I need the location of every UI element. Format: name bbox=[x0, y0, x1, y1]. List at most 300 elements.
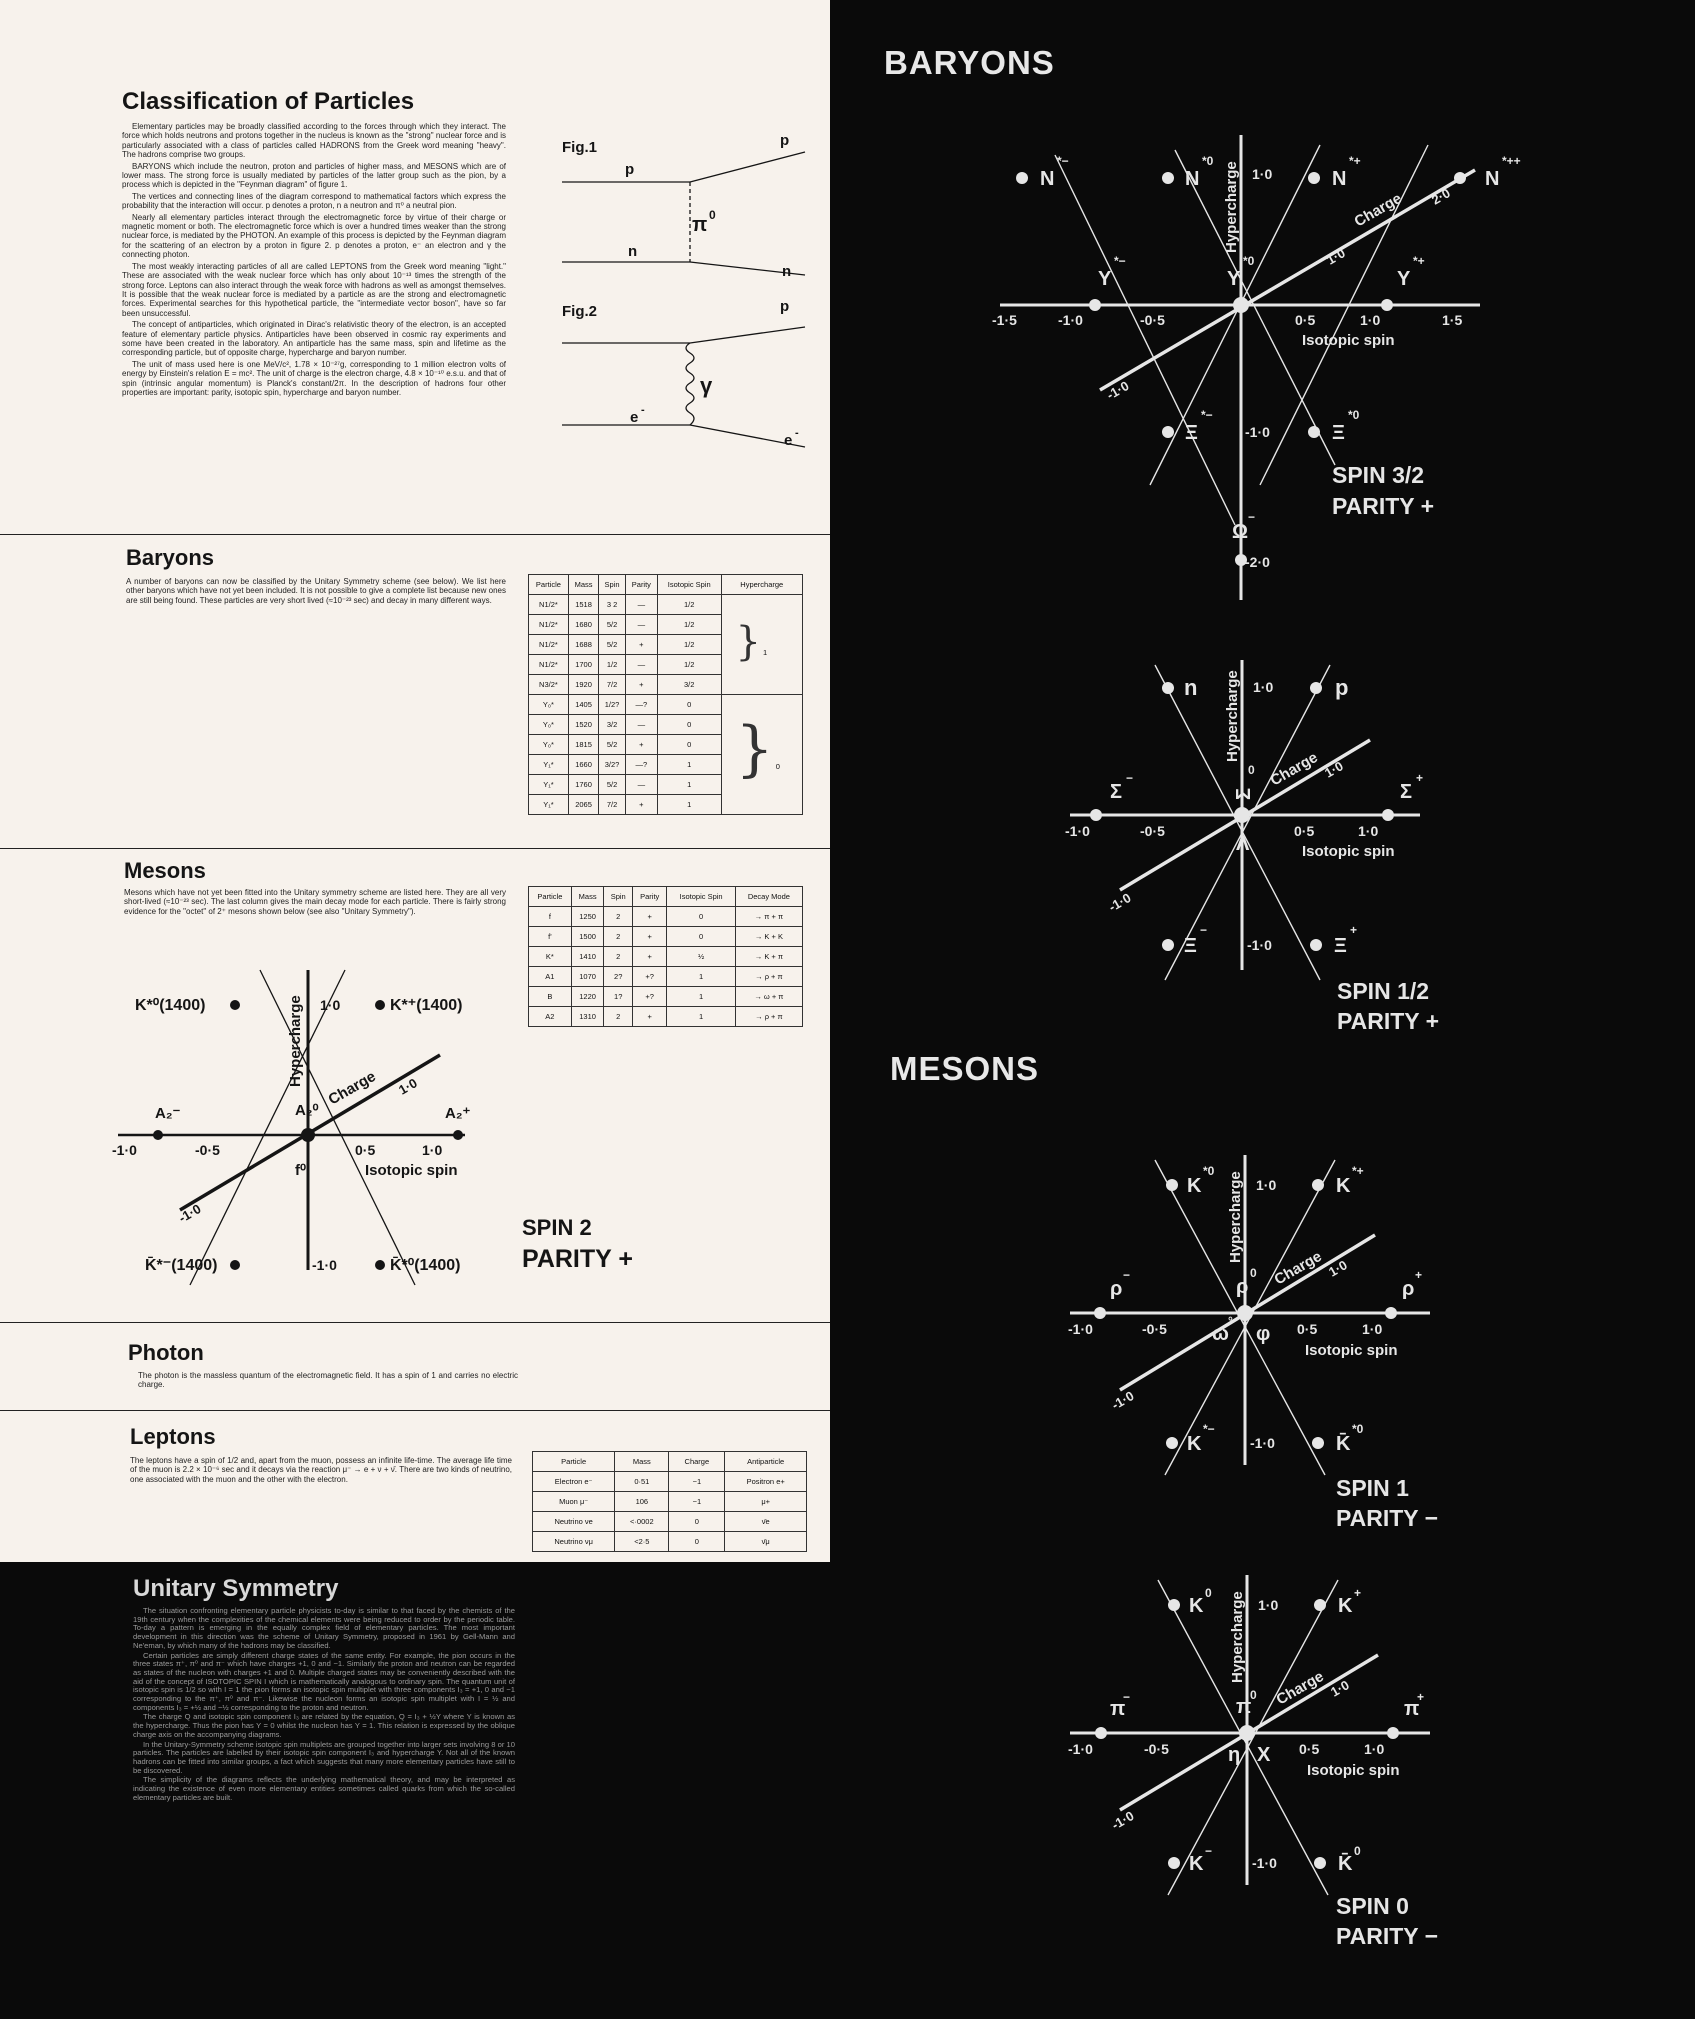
table-cell: N1/2* bbox=[529, 595, 569, 615]
table-cell: 5/2 bbox=[599, 635, 626, 655]
table-cell: — bbox=[625, 655, 657, 675]
omega-meson: ω bbox=[1212, 1323, 1229, 1345]
table-cell: + bbox=[625, 675, 657, 695]
table-cell: N1/2* bbox=[529, 655, 569, 675]
table-cell: + bbox=[625, 635, 657, 655]
table-cell: 1 bbox=[657, 775, 721, 795]
fig2-e-in-sup: - bbox=[641, 404, 645, 416]
lambda-label: Λ bbox=[1236, 833, 1250, 855]
table-cell: 2 bbox=[604, 927, 633, 947]
tick-label: 1·0 bbox=[1322, 758, 1346, 781]
tick-label: -1·0 bbox=[1065, 823, 1090, 839]
hypercharge-brace: } bbox=[735, 619, 761, 665]
neutron-label: n bbox=[1184, 675, 1198, 700]
table-cell: ν̄μ bbox=[725, 1532, 807, 1552]
table-cell: Y₀* bbox=[529, 715, 569, 735]
classification-text bbox=[122, 122, 506, 399]
table-cell: + bbox=[632, 947, 666, 967]
particle-dot bbox=[1162, 426, 1174, 438]
tick-label: 1·0 bbox=[1364, 1741, 1385, 1757]
table-header: Spin bbox=[604, 887, 633, 907]
k-star-plus: K bbox=[1336, 1175, 1351, 1197]
table-cell: Electron e⁻ bbox=[533, 1472, 615, 1492]
particle-dot bbox=[153, 1130, 163, 1140]
table-cell: B bbox=[529, 987, 572, 1007]
table-header: Charge bbox=[669, 1452, 725, 1472]
n-star-plus: N bbox=[1332, 168, 1347, 190]
table-cell: → K + π bbox=[735, 947, 802, 967]
table-cell: 2? bbox=[604, 967, 633, 987]
tick-label: -1·0 bbox=[312, 1257, 337, 1273]
particle-dot bbox=[1454, 172, 1466, 184]
pi-zero-sup: 0 bbox=[1250, 1688, 1257, 1702]
particle-dot bbox=[301, 1128, 315, 1142]
table-cell: 3/2 bbox=[657, 675, 721, 695]
table-header: Spin bbox=[599, 575, 626, 595]
particle-dot bbox=[1385, 1307, 1397, 1319]
table-cell: 2 bbox=[604, 907, 633, 927]
particle-dot bbox=[1166, 1437, 1178, 1449]
table-cell: 0 bbox=[669, 1532, 725, 1552]
table-cell: 1520 bbox=[568, 715, 598, 735]
classification-paragraph: The unit of mass used here is one MeV/c², 1.78 × 10⁻²⁷g, corresponding to 1 million electron volts of energy by Einstein's relation E = mc². The unit of charge is the electron charge, 4.8 × 10⁻¹⁰ e.s.u. and that of spin (intrinsic angular momentum) is Planck's constant/2π. In the description of hadrons four other properties are important: parity, isotopic spin, hypercharge and baryon number. bbox=[122, 359, 506, 397]
tick-label: 0·5 bbox=[1297, 1321, 1318, 1337]
fig1-n-in: n bbox=[628, 243, 638, 260]
octet-half-parity-label: PARITY + bbox=[1337, 1008, 1440, 1034]
table-cell: 1/2 bbox=[599, 655, 626, 675]
table-cell: 1/2 bbox=[657, 655, 721, 675]
tick-label: 1·5 bbox=[1442, 312, 1463, 328]
table-cell: Neutrino νe bbox=[533, 1512, 615, 1532]
charge-axis-label: Charge bbox=[325, 1067, 379, 1109]
particle-dot bbox=[1237, 1305, 1253, 1321]
table-cell: 0 bbox=[657, 715, 721, 735]
hypercharge-group-value: 1 bbox=[762, 648, 768, 657]
table-cell: 1? bbox=[604, 987, 633, 1007]
baryons-title: Baryons bbox=[126, 545, 215, 570]
k-zero: K bbox=[1189, 1595, 1204, 1617]
table-cell: Y₀* bbox=[529, 735, 569, 755]
mesons-heading: MESONS bbox=[890, 1050, 1040, 1087]
k-star-zero: K bbox=[1187, 1175, 1202, 1197]
divider bbox=[0, 534, 830, 535]
table-cell: 1/2 bbox=[657, 635, 721, 655]
table-cell: 1518 bbox=[568, 595, 598, 615]
table-cell: — bbox=[625, 715, 657, 735]
table-header: Mass bbox=[571, 887, 604, 907]
baryons-heading: BARYONS bbox=[884, 44, 1055, 81]
table-cell: 1250 bbox=[571, 907, 604, 927]
isotopic-spin-axis-label: Isotopic spin bbox=[1305, 1342, 1398, 1359]
decuplet-spin-label: SPIN 3/2 bbox=[1332, 462, 1425, 488]
table-row bbox=[529, 695, 803, 715]
tick-label: 1·0 bbox=[422, 1142, 443, 1158]
n-star-plus-sup: *+ bbox=[1349, 154, 1361, 168]
kbar-star-zero: K̄ bbox=[1336, 1433, 1351, 1455]
leptons-title: Leptons bbox=[130, 1424, 216, 1449]
tick-label: -1·5 bbox=[992, 312, 1017, 328]
table-row bbox=[529, 907, 803, 927]
tick-label: -1·0 bbox=[1109, 1388, 1137, 1413]
table-cell: 1310 bbox=[571, 1007, 604, 1027]
tick-label: -1·0 bbox=[1104, 378, 1132, 403]
particle-dot bbox=[1162, 682, 1174, 694]
tick-label: -1·0 bbox=[1109, 1808, 1137, 1833]
tick-label: 1·0 bbox=[1362, 1321, 1383, 1337]
charge-axis-label: Charge bbox=[1273, 1667, 1327, 1709]
tick-label: -1·0 bbox=[1106, 890, 1134, 915]
rho-zero-sup: 0 bbox=[1250, 1266, 1257, 1280]
meson-f-zero: f⁰ bbox=[295, 1162, 307, 1179]
particle-dot bbox=[230, 1260, 240, 1270]
xi-star-zero: Ξ bbox=[1332, 422, 1345, 444]
tick-label: 1·0 bbox=[1328, 1677, 1352, 1700]
tick-label: -1·0 bbox=[1058, 312, 1083, 328]
baryon-decuplet-diagram bbox=[980, 125, 1550, 615]
table-cell: — bbox=[625, 775, 657, 795]
y-star-plus-sup: *+ bbox=[1413, 254, 1425, 268]
fig1-pion-sup: 0 bbox=[709, 208, 716, 222]
particle-dot bbox=[1016, 172, 1028, 184]
table-cell: + bbox=[632, 907, 666, 927]
table-cell: —? bbox=[625, 695, 657, 715]
table-header: Hypercharge bbox=[721, 575, 802, 595]
table-header: Isotopic Spin bbox=[667, 887, 735, 907]
particle-dot bbox=[1308, 172, 1320, 184]
table-cell: 5/2 bbox=[599, 775, 626, 795]
sigma-plus: Σ bbox=[1400, 781, 1413, 803]
table-cell: 0 bbox=[667, 907, 735, 927]
table-cell: <·0002 bbox=[615, 1512, 669, 1532]
table-cell: K* bbox=[529, 947, 572, 967]
sigma-minus: Σ bbox=[1110, 781, 1123, 803]
mesons-title: Mesons bbox=[124, 858, 206, 883]
xi-star-minus: Ξ bbox=[1185, 422, 1198, 444]
y-star-zero-sup: *0 bbox=[1243, 254, 1255, 268]
table-cell: Y₀* bbox=[529, 695, 569, 715]
table-row bbox=[529, 927, 803, 947]
tick-label: 1·0 bbox=[1258, 1597, 1279, 1613]
tick-label: -1·0 bbox=[1252, 1855, 1277, 1871]
table-header: Particle bbox=[529, 575, 569, 595]
table-cell: 2065 bbox=[568, 795, 598, 815]
tick-label: -1·0 bbox=[1250, 1435, 1275, 1451]
n-star-plusplus: N bbox=[1485, 168, 1500, 190]
particle-dot bbox=[1387, 1727, 1399, 1739]
rho-minus-sup: − bbox=[1123, 1268, 1131, 1282]
vector-meson-octet-diagram bbox=[1060, 1145, 1490, 1485]
table-cell: 1410 bbox=[571, 947, 604, 967]
table-header-row bbox=[529, 887, 803, 907]
table-header: Parity bbox=[625, 575, 657, 595]
table-cell: Y₁* bbox=[529, 795, 569, 815]
unitary-symmetry-text bbox=[133, 1607, 515, 1803]
table-cell: f' bbox=[529, 927, 572, 947]
kbar-zero-sup: 0 bbox=[1354, 1844, 1361, 1858]
table-cell: ν̄e bbox=[725, 1512, 807, 1532]
k-plus-sup: + bbox=[1354, 1586, 1362, 1600]
y-star-plus: Y bbox=[1397, 268, 1411, 290]
n-star-minus-sup: *− bbox=[1057, 154, 1069, 168]
charge-axis-label: Charge bbox=[1271, 1247, 1325, 1289]
unitary-paragraph: The situation confronting elementary particle physicists to-day is similar to that faced by the chemists of the 19th century when the complexities of the chemical elements were being reduced to order by the periodic table. To-day a pattern is emerging in the equally complex field of elementary particles. The most important development in this direction was the scheme of Unitary Symmetry, proposed in 1961 by Gell-Mann and Ne'eman, by which many of the hadrons may be classified. bbox=[133, 1606, 515, 1650]
fig2-e-in: e bbox=[630, 409, 639, 426]
table-cell: 1760 bbox=[568, 775, 598, 795]
table-cell: 1/2? bbox=[599, 695, 626, 715]
isotopic-spin-axis-label: Isotopic spin bbox=[1307, 1762, 1400, 1779]
table-cell: 3 2 bbox=[599, 595, 626, 615]
table-header: Isotopic Spin bbox=[657, 575, 721, 595]
pseudoscalar-meson-octet-diagram bbox=[1060, 1565, 1490, 1905]
tick-label: 1·0 bbox=[1253, 679, 1274, 695]
tick-label: -0·5 bbox=[1140, 312, 1165, 328]
table-cell: 2 bbox=[604, 947, 633, 967]
table-cell: 7/2 bbox=[599, 795, 626, 815]
spin0-parity-label: PARITY − bbox=[1336, 1923, 1439, 1949]
unitary-paragraph: The simplicity of the diagrams reflects the underlying mathematical theory, and may be interpreted as indicating the existence of even more elementary entities sometimes called quarks from which the so-called elementary particles are built. bbox=[133, 1775, 515, 1802]
tick-label: 1·0 bbox=[1326, 1257, 1350, 1280]
leptons-table bbox=[532, 1451, 807, 1552]
table-cell: 0 bbox=[669, 1512, 725, 1532]
table-cell: 1220 bbox=[571, 987, 604, 1007]
divider bbox=[0, 848, 830, 849]
table-row bbox=[533, 1512, 807, 1532]
baryons-text: A number of baryons can now be classified by the Unitary Symmetry scheme (see below). We list here other baryons which have not yet been included. It is not possible to give a complete list because new ones are still being found. These particles are very short lived (≈10⁻²³ sec) and decay in many different ways. bbox=[126, 577, 506, 605]
tick-label: -0·5 bbox=[1144, 1741, 1169, 1757]
meson-kbar-star-zero: K̄*⁰(1400) bbox=[390, 1257, 461, 1274]
table-header: Decay Mode bbox=[735, 887, 802, 907]
n-star-zero: N bbox=[1185, 168, 1200, 190]
meson-a2-zero: A₂⁰ bbox=[295, 1102, 319, 1119]
table-cell: → K + K bbox=[735, 927, 802, 947]
table-header: Parity bbox=[632, 887, 666, 907]
n-star-zero-sup: *0 bbox=[1202, 154, 1214, 168]
particle-dot bbox=[375, 1260, 385, 1270]
table-cell: Muon μ⁻ bbox=[533, 1492, 615, 1512]
particle-dot bbox=[1382, 809, 1394, 821]
meson-kbar-star-minus: K̄*⁻(1400) bbox=[145, 1257, 218, 1274]
table-cell: μ+ bbox=[725, 1492, 807, 1512]
classification-paragraph: Elementary particles may be broadly classified according to the forces through which they interact. The force which holds neutrons and protons together in the nucleus is known as the "strong" nuclear force and is particularly associated with a class of particles called HADRONS from the Greek word meaning "heavy". The hadrons comprise two groups. bbox=[122, 122, 506, 160]
sigma-zero-sup: 0 bbox=[1248, 763, 1255, 777]
particle-dot bbox=[1166, 1179, 1178, 1191]
table-cell: 1680 bbox=[568, 615, 598, 635]
k-minus: K bbox=[1189, 1853, 1204, 1875]
table-cell: — bbox=[625, 595, 657, 615]
spin2-label: SPIN 2 bbox=[522, 1215, 592, 1240]
chi-meson: X bbox=[1257, 1744, 1271, 1766]
table-cell: → ρ + π bbox=[735, 1007, 802, 1027]
fig2-e-out: e bbox=[784, 432, 793, 449]
particle-dot bbox=[1312, 1437, 1324, 1449]
table-header: Particle bbox=[529, 887, 572, 907]
particle-dot bbox=[1168, 1857, 1180, 1869]
particle-dot bbox=[1162, 939, 1174, 951]
table-cell: 0 bbox=[657, 735, 721, 755]
spin1-parity-label: PARITY − bbox=[1336, 1505, 1439, 1531]
table-cell: 3/2 bbox=[599, 715, 626, 735]
y-star-minus-sup: *− bbox=[1114, 254, 1126, 268]
tick-label: 1·0 bbox=[1358, 823, 1379, 839]
divider bbox=[0, 1410, 830, 1411]
isotopic-spin-axis-label: Isotopic spin bbox=[1302, 332, 1395, 349]
table-cell: 1660 bbox=[568, 755, 598, 775]
k-zero-sup: 0 bbox=[1205, 1586, 1212, 1600]
xi-minus-sup: − bbox=[1200, 923, 1208, 937]
table-row bbox=[533, 1492, 807, 1512]
table-cell: 1688 bbox=[568, 635, 598, 655]
table-cell: + bbox=[632, 927, 666, 947]
tick-label: 0·5 bbox=[355, 1142, 376, 1158]
table-cell: — bbox=[625, 615, 657, 635]
table-cell: N1/2* bbox=[529, 615, 569, 635]
tick-label: -1·0 bbox=[112, 1142, 137, 1158]
particle-dot bbox=[1089, 299, 1101, 311]
table-header: Mass bbox=[568, 575, 598, 595]
hypercharge-axis-label: Hypercharge bbox=[1227, 1171, 1244, 1263]
fig2-p-out: p bbox=[780, 298, 790, 315]
hypercharge-axis-label: Hypercharge bbox=[1224, 670, 1241, 762]
particle-dot bbox=[1381, 299, 1393, 311]
pi-plus-sup: + bbox=[1417, 1690, 1425, 1704]
table-cell: Neutrino νμ bbox=[533, 1532, 615, 1552]
table-cell: 1/2 bbox=[657, 595, 721, 615]
n-star-minus: N bbox=[1040, 168, 1055, 190]
hypercharge-group-cell bbox=[721, 595, 802, 695]
k-star-zero-sup: *0 bbox=[1203, 1164, 1215, 1178]
fig1-label: Fig.1 bbox=[562, 139, 598, 156]
classification-paragraph: The concept of antiparticles, which originated in Dirac's relativistic theory of the electron, is an accepted feature of elementary particle physics. Antiparticles have been observed in cosmic ray experiments and some have been created in the laboratory. An antiparticle has the same mass, spin and lifetime as the corresponding particle, but of opposite charge, hypercharge and baryon number. bbox=[122, 320, 506, 358]
table-cell: 1 bbox=[657, 755, 721, 775]
photon-title: Photon bbox=[128, 1340, 204, 1365]
xi-plus: Ξ bbox=[1334, 935, 1347, 957]
table-cell: A2 bbox=[529, 1007, 572, 1027]
table-row bbox=[533, 1532, 807, 1552]
tick-label: -1·0 bbox=[1068, 1321, 1093, 1337]
table-cell: Positron e+ bbox=[725, 1472, 807, 1492]
isotopic-spin-axis-label: Isotopic spin bbox=[1302, 843, 1395, 860]
charge-axis-label: Charge bbox=[1267, 748, 1321, 790]
omega-minus: Ω bbox=[1232, 521, 1249, 543]
fig2-label: Fig.2 bbox=[562, 303, 598, 320]
table-cell: −1 bbox=[669, 1472, 725, 1492]
classification-paragraph: BARYONS which include the neutron, proton and particles of higher mass, and MESONS which are of lower mass. The strong force is usually mediated by particles of the latter group such as the pion, by a process which is depicted in the "Feynman diagram" of figure 1. bbox=[122, 161, 506, 190]
xi-star-zero-sup: *0 bbox=[1348, 408, 1360, 422]
particle-dot bbox=[1314, 1857, 1326, 1869]
tick-label: 0·5 bbox=[1294, 823, 1315, 839]
table-cell: 0·51 bbox=[615, 1472, 669, 1492]
table-cell: 0 bbox=[667, 927, 735, 947]
tick-label: 1·0 bbox=[1360, 312, 1381, 328]
particle-dot bbox=[230, 1000, 240, 1010]
table-cell: Y₁* bbox=[529, 755, 569, 775]
octet-half-spin-label: SPIN 1/2 bbox=[1337, 978, 1430, 1004]
table-cell: —? bbox=[625, 755, 657, 775]
table-cell: 1 bbox=[667, 987, 735, 1007]
feynman-diagrams bbox=[550, 125, 820, 455]
mesons-text: Mesons which have not yet been fitted into the Unitary symmetry scheme are listed here. They are all very short-lived (≈10⁻²³ sec). The last column gives the main decay mode for each particle. There is fairly strong evidence for the "octet" of 2⁺ mesons shown below (see also "Unitary Symmetry"). bbox=[124, 888, 506, 916]
k-star-plus-sup: *+ bbox=[1352, 1164, 1364, 1178]
table-row bbox=[533, 1472, 807, 1492]
y-star-minus: Y bbox=[1098, 268, 1112, 290]
particle-dot bbox=[1310, 682, 1322, 694]
hypercharge-axis-label: Hypercharge bbox=[1223, 161, 1240, 253]
table-cell: Y₁* bbox=[529, 775, 569, 795]
table-cell: ½ bbox=[667, 947, 735, 967]
table-cell: 5/2 bbox=[599, 615, 626, 635]
leptons-text: The leptons have a spin of 1/2 and, apart from the muon, possess an infinite life-time. The average life time of the muon is 2.2 × 10⁻⁶ sec and it decays via the reaction μ⁻ → e + ν + ν̄. There are two kinds of neutrino, one associated with the muon and the other with the electron. bbox=[130, 1456, 512, 1484]
particle-dot bbox=[1233, 297, 1249, 313]
tick-label: -1·0 bbox=[1247, 937, 1272, 953]
particle-dot bbox=[1168, 1599, 1180, 1611]
unitary-symmetry-title: Unitary Symmetry bbox=[133, 1575, 339, 1602]
table-cell: 1405 bbox=[568, 695, 598, 715]
k-star-minus: K bbox=[1187, 1433, 1202, 1455]
tick-label: 2·0 bbox=[1429, 185, 1453, 208]
hypercharge-axis-label: Hypercharge bbox=[287, 995, 304, 1087]
particle-dot bbox=[375, 1000, 385, 1010]
rho-plus: ρ bbox=[1402, 1278, 1415, 1300]
tick-label: 0·5 bbox=[1295, 312, 1316, 328]
tick-label: -1·0 bbox=[176, 1201, 204, 1226]
table-cell: → π + π bbox=[735, 907, 802, 927]
table-cell: 1500 bbox=[571, 927, 604, 947]
particle-dot bbox=[1312, 1179, 1324, 1191]
phi-meson: φ bbox=[1256, 1323, 1271, 1345]
particle-dot bbox=[453, 1130, 463, 1140]
baryons-table bbox=[528, 574, 803, 815]
fig2-photon-label: γ bbox=[700, 373, 713, 398]
tick-label: -1·0 bbox=[1245, 424, 1270, 440]
spin1-label: SPIN 1 bbox=[1336, 1475, 1409, 1501]
table-header-row bbox=[533, 1452, 807, 1472]
particle-dot bbox=[1090, 809, 1102, 821]
table-cell: 3/2? bbox=[599, 755, 626, 775]
isotopic-spin-axis-label: Isotopic spin bbox=[365, 1162, 458, 1179]
particle-dot bbox=[1310, 939, 1322, 951]
rho-zero: ρ bbox=[1236, 1276, 1249, 1298]
rho-minus: ρ bbox=[1110, 1278, 1123, 1300]
fig2-e-out-sup: - bbox=[795, 427, 799, 439]
table-header: Particle bbox=[533, 1452, 615, 1472]
table-cell: N1/2* bbox=[529, 635, 569, 655]
table-header: Antiparticle bbox=[725, 1452, 807, 1472]
kbar-star-zero-sup: *0 bbox=[1352, 1422, 1364, 1436]
meson-k-star-plus: K*⁺(1400) bbox=[390, 997, 463, 1014]
unitary-paragraph: In the Unitary-Symmetry scheme isotopic spin multiplets are grouped together into larger sets involving 8 or 10 particles. The particles are labelled by their isotopic spin component I₃ and hypercharge Y. Not all of the known hadrons can be fitted into similar groups, a fact which suggests that many more elementary particles have still to be discovered. bbox=[133, 1739, 515, 1775]
hypercharge-group-value: 0 bbox=[775, 761, 780, 771]
sigma-plus-sup: + bbox=[1416, 771, 1424, 785]
table-cell: 1700 bbox=[568, 655, 598, 675]
table-cell: 0 bbox=[657, 695, 721, 715]
table-cell: 1 bbox=[667, 1007, 735, 1027]
classification-paragraph: Nearly all elementary particles interact through the electromagnetic force by virtue of their charge or magnetic moment or both. The electromagnetic force which is over a hundred times weaker than the strong nuclear force, is mediated by the PHOTON. An example of this process is depicted by the Feynman diagram for the scattering of an electron by a proton in figure 2. p denotes a proton, e⁻ an electron and γ the connecting photon. bbox=[122, 212, 506, 260]
omega-meson-sup: ° bbox=[1228, 1314, 1233, 1328]
k-plus: K bbox=[1338, 1595, 1353, 1617]
n-star-plusplus-sup: *++ bbox=[1502, 154, 1521, 168]
meson-k-star-zero: K*⁰(1400) bbox=[135, 997, 206, 1014]
classification-paragraph: The most weakly interacting particles of all are called LEPTONS from the Greek word meaning "light." These are associated with the weak nuclear force which has only about 10⁻¹³ times the strength of the strong force. Leptons can also interact through the weak force with hadrons as well as amongst themselves. It is possible that the weak nuclear force is mediated by a particle as are the strong and electromagnetic forces. Experimental searches for this hypothetical particle, the "intermediate vector boson", have so far been unsuccessful. bbox=[122, 261, 506, 318]
table-cell: → ω + π bbox=[735, 987, 802, 1007]
tick-label: -1·0 bbox=[1068, 1741, 1093, 1757]
table-row bbox=[529, 595, 803, 615]
table-cell: A1 bbox=[529, 967, 572, 987]
table-cell: 1 bbox=[667, 967, 735, 987]
hypercharge-group-cell bbox=[721, 695, 802, 815]
eta-meson: η bbox=[1228, 1744, 1241, 1766]
tick-label: -0·5 bbox=[1140, 823, 1165, 839]
table-cell: N3/2* bbox=[529, 675, 569, 695]
